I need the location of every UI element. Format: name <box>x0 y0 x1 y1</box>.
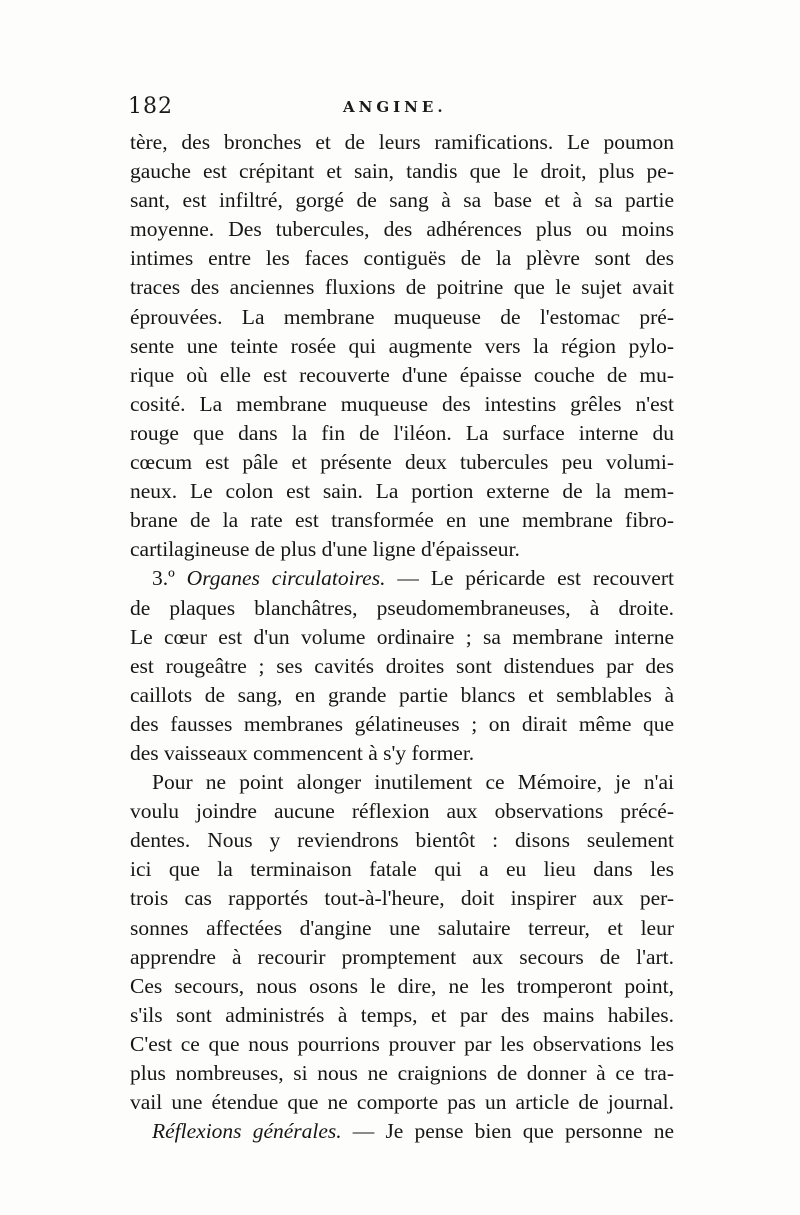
text-line <box>130 157 674 186</box>
line-text: vail une étendue que ne comporte pas un article de journal. <box>130 1090 674 1115</box>
text-line <box>130 186 674 215</box>
text-line <box>130 1059 674 1088</box>
line-text: éprouvées. La membrane muqueuse de l'estomac pré- <box>130 304 674 329</box>
line-text: rique où elle est recouverte d'une épaisse couche de mu- <box>130 362 674 387</box>
page-number: 182 <box>128 94 173 119</box>
text-line <box>130 826 674 855</box>
text-line <box>130 594 674 623</box>
page-header <box>128 94 672 124</box>
text-line <box>130 652 674 681</box>
line-text: Le cœur est d'un volume ordinaire ; sa membrane interne <box>130 624 674 649</box>
text-line <box>130 972 674 1001</box>
line-text: traces des anciennes fluxions de poitrine que le sujet avait <box>130 275 674 300</box>
text-line <box>130 506 674 535</box>
line-text: Pour ne point alonger inutilement ce Mémoire, je n'ai <box>152 770 674 795</box>
line-text: caillots de sang, en grande partie blancs et semblables à <box>130 682 674 707</box>
line-text: de plaques blanchâtres, pseudomembraneuses, à droite. <box>130 595 674 620</box>
line-text: tère, des bronches et de leurs ramifications. Le poumon <box>130 130 674 154</box>
text-line <box>130 564 674 593</box>
line-text: — Je pense bien que personne ne <box>341 1119 674 1144</box>
running-head: ANGINE. <box>343 98 447 116</box>
line-text: ici que la terminaison fatale qui a eu lieu dans les <box>130 857 674 882</box>
line-text: trois cas rapportés tout-à-l'heure, doit inspirer aux per- <box>130 886 674 911</box>
line-text: est rougeâtre ; ses cavités droites sont distendues par des <box>130 653 674 678</box>
text-line <box>130 623 674 652</box>
text-line <box>130 1030 674 1059</box>
line-text: dentes. Nous y reviendrons bientôt : disons seulement <box>130 828 674 853</box>
text-line <box>130 332 674 361</box>
line-text: Ces secours, nous osons le dire, ne les tromperont point, <box>130 973 674 998</box>
text-line <box>130 884 674 913</box>
text-line <box>130 244 674 273</box>
line-text: des fausses membranes gélatineuses ; on dirait même que <box>130 711 674 736</box>
body-text <box>130 128 674 1146</box>
text-line <box>130 710 674 739</box>
section-heading: Organes circulatoires. <box>186 566 386 591</box>
line-text: s'ils sont administrés à temps, et par des mains habiles. <box>130 1002 674 1027</box>
text-line <box>130 419 674 448</box>
text-line <box>130 273 674 302</box>
line-text: voulu joindre aucune réflexion aux observations précé- <box>130 799 674 824</box>
line-text: gauche est crépitant et sain, tandis que le droit, plus pe- <box>130 159 674 184</box>
text-line <box>130 797 674 826</box>
line-text: brane de la rate est transformée en une membrane fibro- <box>130 508 674 533</box>
line-text: C'est ce que nous pourrions prouver par les observations les <box>130 1031 674 1056</box>
text-line <box>130 477 674 506</box>
line-text: sant, est infiltré, gorgé de sang à sa base et à sa partie <box>130 188 674 213</box>
line-text: neux. Le colon est sain. La portion externe de la mem- <box>130 479 674 504</box>
line-text: cosité. La membrane muqueuse des intestins grêles n'est <box>130 391 674 416</box>
text-line <box>130 535 674 564</box>
line-text: des vaisseaux commencent à s'y former. <box>130 740 475 765</box>
text-line <box>130 390 674 419</box>
section-number: 3.º <box>152 566 187 591</box>
text-line <box>130 914 674 943</box>
line-text: apprendre à recourir promptement aux secours de l'art. <box>130 944 674 969</box>
text-line <box>130 1117 674 1146</box>
text-line <box>130 448 674 477</box>
text-line <box>130 943 674 972</box>
text-line <box>130 1001 674 1030</box>
text-line <box>130 681 674 710</box>
section-heading: Réflexions générales. <box>152 1119 342 1144</box>
text-line <box>130 855 674 884</box>
line-text: sonnes affectées d'angine une salutaire terreur, et leur <box>130 915 674 940</box>
line-text: rouge que dans la fin de l'iléon. La surface interne du <box>130 420 674 445</box>
line-text: cœcum est pâle et présente deux tubercules peu volumi- <box>130 450 674 475</box>
text-line <box>130 739 674 768</box>
text-line <box>130 768 674 797</box>
line-text: — Le péricarde est recouvert <box>385 566 674 591</box>
text-line <box>130 361 674 390</box>
line-text: moyenne. Des tubercules, des adhérences plus ou moins <box>130 217 674 242</box>
line-text: plus nombreuses, si nous ne craignions de donner à ce tra- <box>130 1061 674 1085</box>
line-text: sente une teinte rosée qui augmente vers la région pylo- <box>130 333 674 358</box>
text-line <box>130 128 674 157</box>
line-text: cartilagineuse de plus d'une ligne d'épaisseur. <box>130 537 520 562</box>
text-line <box>130 1088 674 1117</box>
text-line <box>130 215 674 244</box>
text-line <box>130 303 674 332</box>
line-text: intimes entre les faces contiguës de la plèvre sont des <box>130 246 674 271</box>
